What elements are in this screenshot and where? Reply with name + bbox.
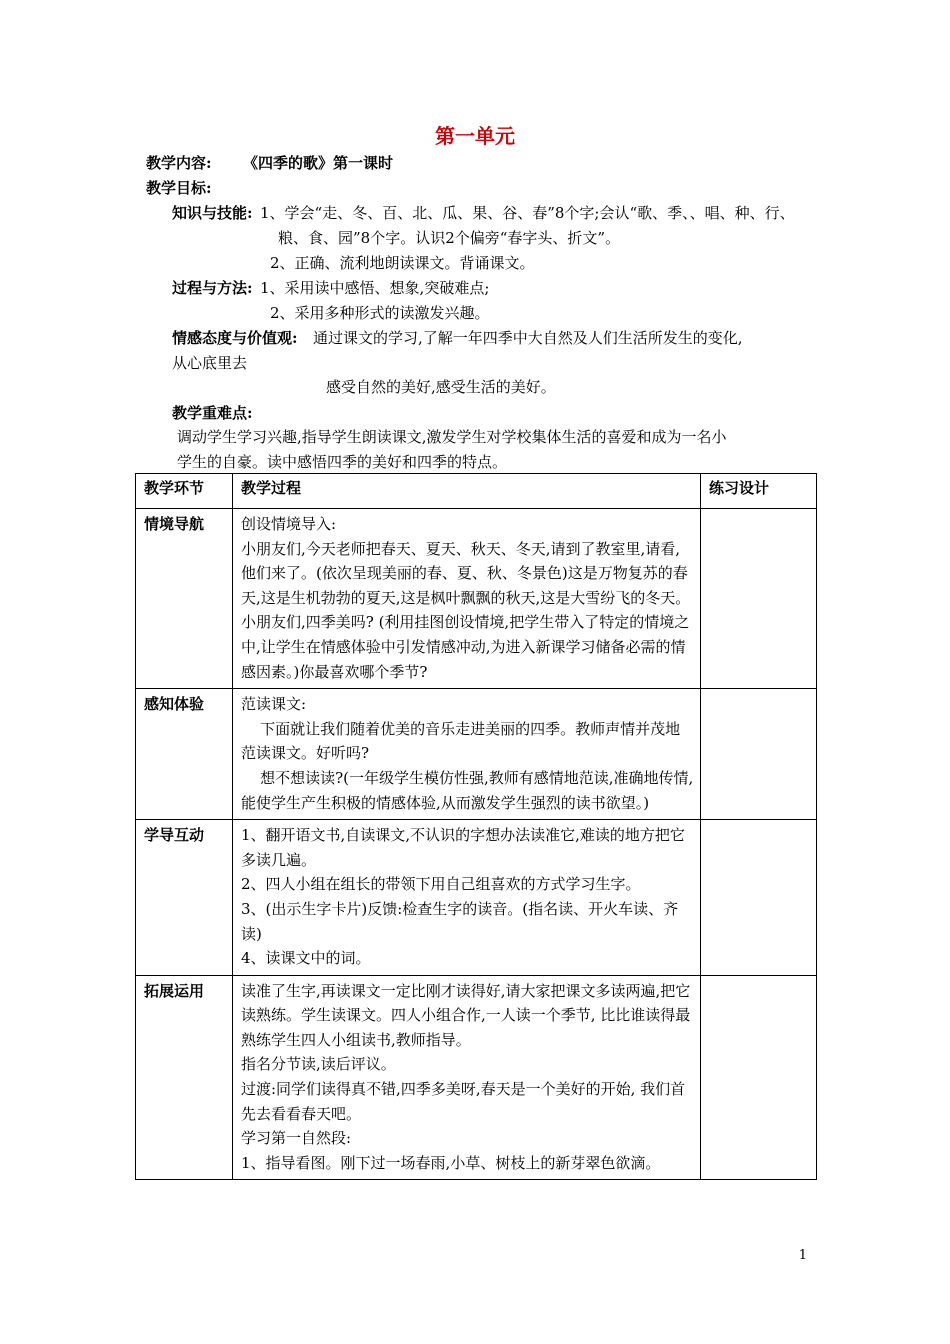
process-line-2: 2、采用多种形式的读激发兴趣。: [270, 304, 490, 322]
practice-cell: [701, 820, 817, 976]
process-cell: [233, 509, 701, 689]
content-label: 教学内容:: [146, 154, 212, 172]
page-number: 1: [798, 1248, 807, 1263]
process-line: 过渡:同学们读得真不错,四季多美呀,春天是一个美好的开始, 我们首先去看看春天吧。: [241, 1080, 686, 1123]
emotion-label: 情感态度与价值观:: [172, 329, 298, 347]
table-row: [136, 975, 817, 1180]
process-line: 小朋友们,今天老师把春天、夏天、秋天、冬天,请到了教室里,请看,他们来了。(依次呈现美丽的春、夏、秋、冬景色)这是万物复苏的春天,这是生机勃勃的夏天,这是枫叶飘飘的秋天,这是大雪纷飞的冬天。小朋友们,四季美吗? (利用挂图创设情境,把学生带入了特定的情境之中,让学生在情感体验中引发情感冲动,为进入新课学习储备必需的情感因素。)你最喜欢哪个季节?: [241, 539, 691, 681]
practice-cell: [701, 509, 817, 689]
process-line: 2、四人小组在组长的带领下用自己组喜欢的方式学习生字。: [241, 875, 641, 894]
key-text-b: 学生的自豪。读中感悟四季的美好和四季的特点。: [177, 453, 508, 471]
key-label: 教学重难点:: [172, 404, 253, 422]
process-line: 范读课文:: [241, 695, 307, 714]
knowledge-label: 知识与技能:: [172, 204, 253, 222]
process-line: 指名分节读,读后评议。: [241, 1055, 396, 1074]
knowledge-line-1a: 1、学会“走、冬、百、北、瓜、果、谷、春”8个字;会认“歌、季、、唱、种、行、: [260, 204, 795, 222]
process-line: 下面就让我们随着优美的音乐走进美丽的四季。教师声情并茂地范读课文。好听吗?: [241, 719, 681, 763]
process-line: 1、翻开语文书,自读课文,不认识的字想办法读准它,难读的地方把它多读几遍。: [241, 826, 685, 869]
process-line: 想不想读读?(一年级学生模仿性强,教师有感情地范读,准确地传情,能使学生产生积极的情感体验,从而激发学生强烈的读书欲望。): [241, 768, 694, 812]
stage-cell: 感知体验: [136, 689, 233, 820]
emotion-text-c: 感受自然的美好,感受生活的美好。: [326, 378, 556, 396]
content-value: 《四季的歌》第一课时: [243, 154, 394, 172]
process-cell: [233, 689, 701, 820]
stage-cell: 拓展运用: [136, 975, 233, 1180]
header-process: 教学过程: [233, 474, 701, 509]
table-row: [136, 689, 817, 820]
stage-cell: 情境导航: [136, 509, 233, 689]
process-cell: [233, 975, 701, 1180]
process-cell: [233, 820, 701, 976]
header-stage: 教学环节: [136, 474, 233, 509]
process-line: 4、读课文中的词。: [241, 949, 371, 968]
practice-cell: [701, 975, 817, 1180]
table-header-row: [136, 474, 817, 509]
process-line: 1、指导看图。刚下过一场春雨,小草、树枝上的新芽翠色欲滴。: [241, 1153, 661, 1172]
process-line-1: 1、采用读中感悟、想象,突破难点;: [260, 279, 490, 297]
header-practice: 练习设计: [701, 474, 817, 509]
stage-cell: 学导互动: [136, 820, 233, 976]
key-text-a: 调动学生学习兴趣,指导学生朗读课文,激发学生对学校集体生活的喜爱和成为一名小: [177, 428, 727, 446]
process-line: 读准了生字,再读课文一定比刚才读得好,请大家把课文多读两遍,把它读熟练。学生读课文。四人小组合作,一人读一个季节, 比比谁读得最熟练学生四人小组读书,教师指导。: [241, 981, 691, 1049]
table-row: [136, 820, 817, 976]
page-title: 第一单元: [435, 124, 515, 148]
practice-cell: [701, 689, 817, 820]
emotion-text-b: 从心底里去: [172, 354, 248, 372]
emotion-text-a: 通过课文的学习,了解一年四季中大自然及人们生活所发生的变化,: [313, 329, 743, 347]
knowledge-line-2: 2、正确、流利地朗读课文。背诵课文。: [270, 254, 535, 272]
process-label: 过程与方法:: [172, 279, 253, 297]
goals-label: 教学目标:: [146, 179, 212, 197]
process-line: 创设情境导入:: [241, 515, 337, 533]
process-line: 3、(出示生字卡片)反馈:检查生字的读音。(指名读、开火车读、齐读): [241, 899, 679, 943]
process-line: 学习第一自然段:: [241, 1129, 352, 1148]
table-row: [136, 509, 817, 689]
knowledge-line-1b: 粮、食、园”8个字。认识2个偏旁“春字头、折文”。: [278, 229, 621, 247]
lesson-table: [135, 473, 817, 1180]
